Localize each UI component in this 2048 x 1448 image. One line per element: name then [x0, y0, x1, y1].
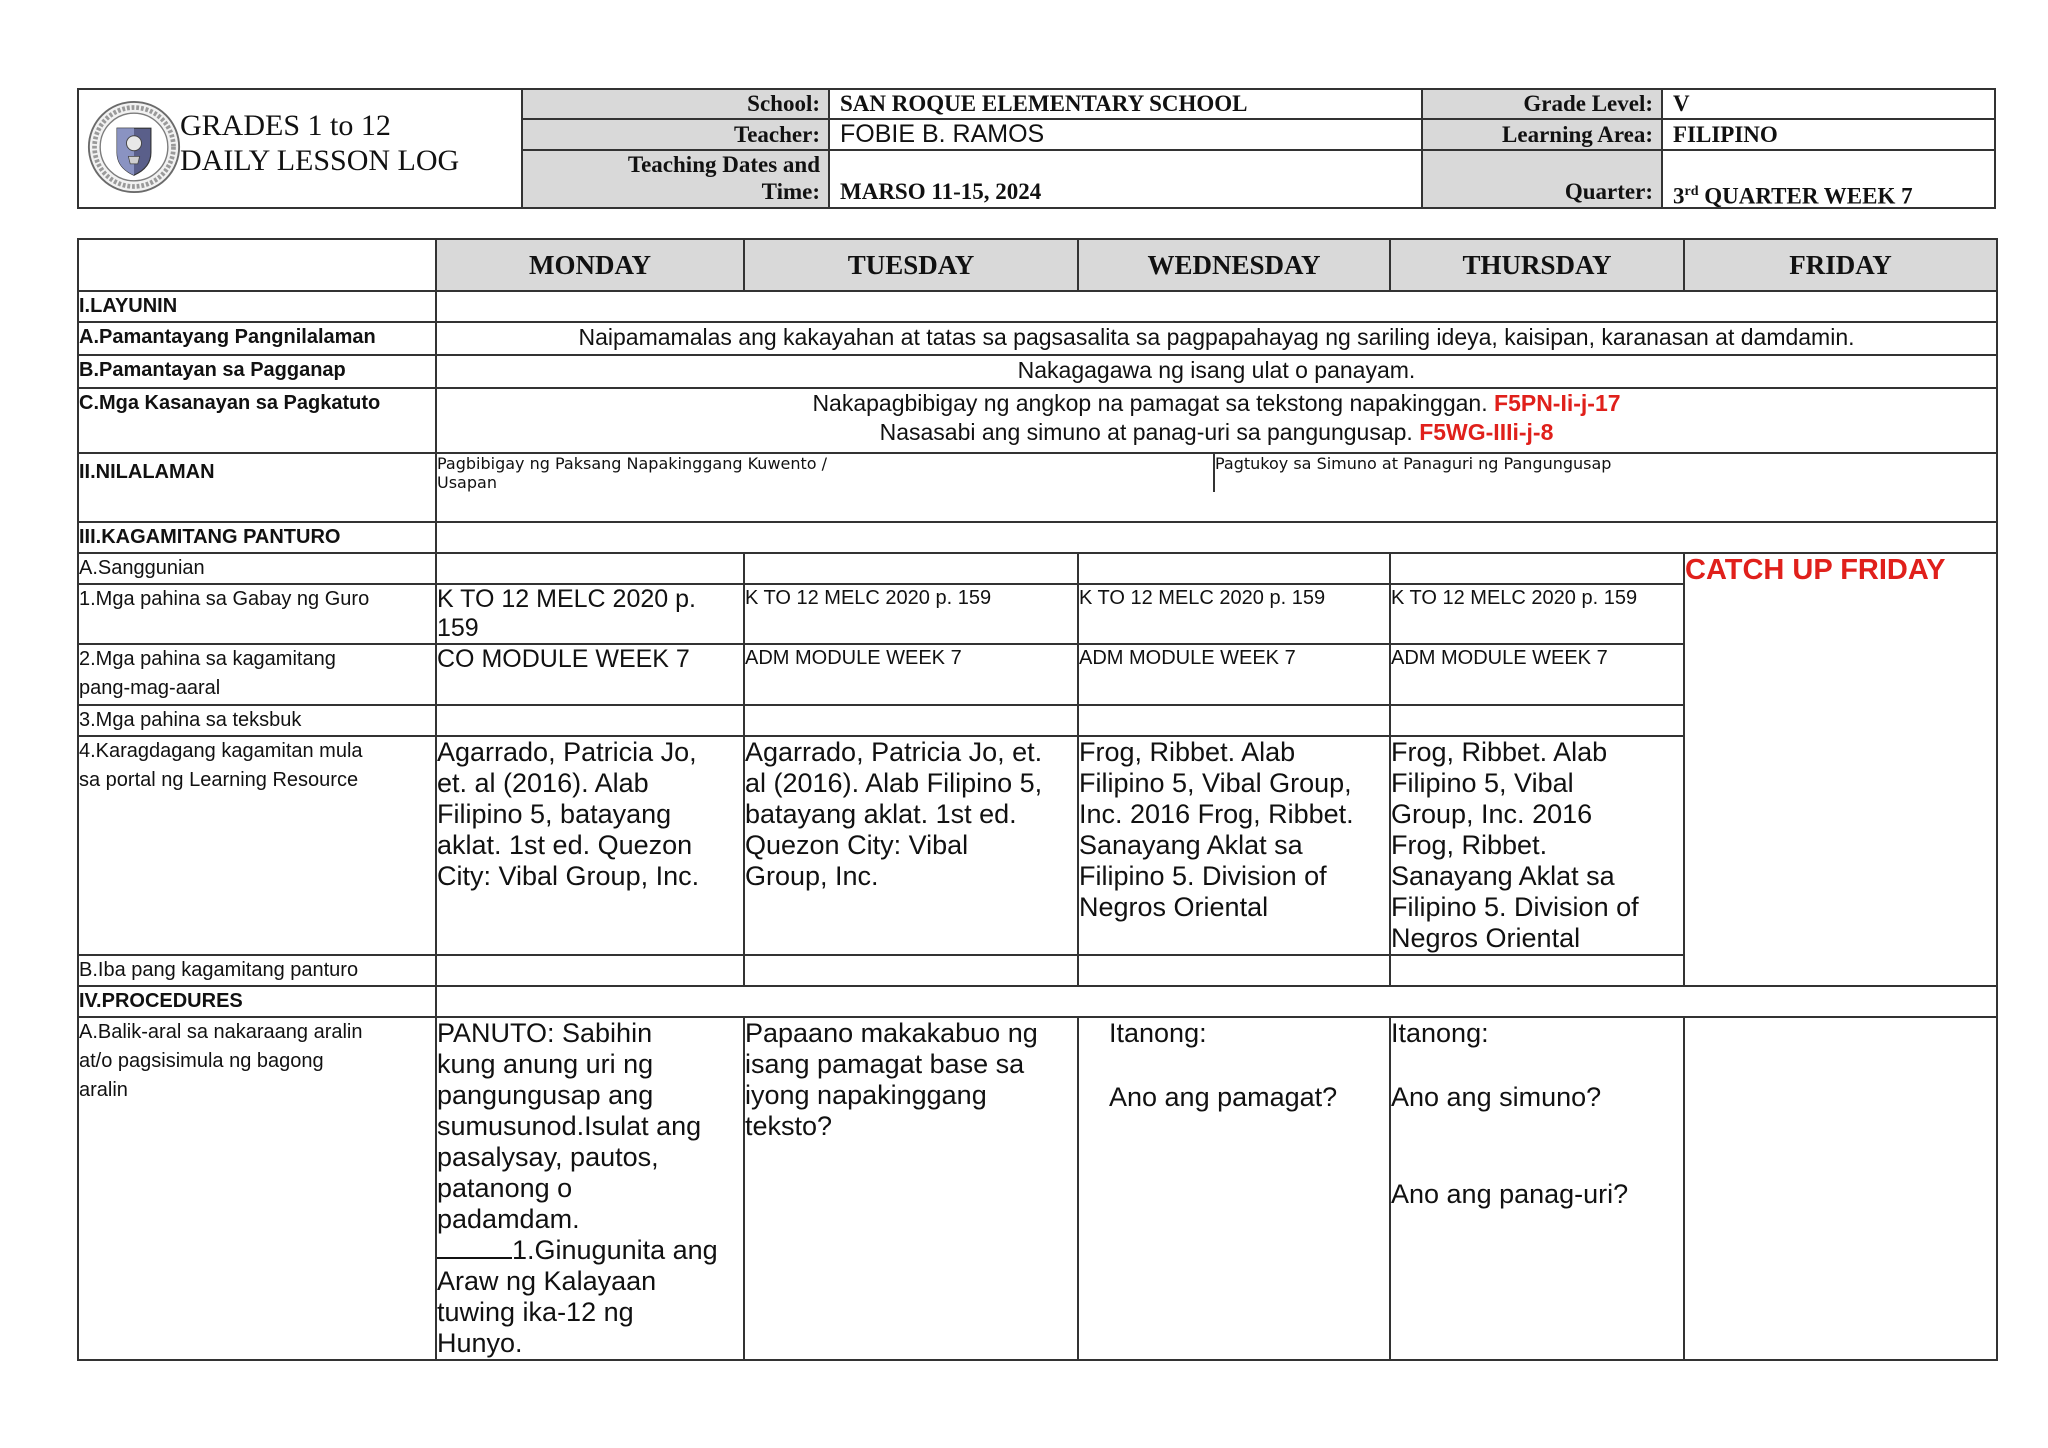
label-kagamitang-mag-aaral	[78, 644, 436, 705]
gabay-monday-line1: K TO 12 MELC 2020 p.	[437, 585, 696, 613]
learning-area-label: Learning Area:	[1423, 120, 1663, 151]
label-sanggunian: A.Sanggunian	[78, 553, 436, 584]
proc-line: Araw ng Kalayaan	[437, 1266, 657, 1296]
document-title	[180, 108, 459, 178]
iba-tuesday	[744, 955, 1078, 986]
row-kasanayan	[78, 388, 1997, 453]
nilalaman-left-line2: Usapan	[437, 473, 497, 492]
text-pamantayan-pagganap: Nakagagawa ng isang ulat o panayam.	[436, 355, 1997, 388]
sanggunian-tuesday	[744, 553, 1078, 584]
proc-line: isang pamagat base sa	[745, 1049, 1025, 1079]
balik-aral-tuesday	[744, 1017, 1078, 1360]
kasanayan-text-1: Nakapagbibigay ng angkop na pamagat sa tekstong napakinggan.	[812, 390, 1488, 416]
proc-line: PANUTO: Sabihin	[437, 1018, 653, 1048]
book-line: Frog, Ribbet. Alab	[1079, 737, 1296, 767]
header-info-grid	[523, 90, 1994, 207]
text-pamantayang-pangnilalaman: Naipamamalas ang kakayahan at tatas sa pagsasalita sa pagpapahayag ng sariling ideya, kaisipan, karanasan at damdamin.	[436, 322, 1997, 355]
sanggunian-thursday	[1390, 553, 1684, 584]
thu-question-panag-uri: Ano ang panag-uri?	[1391, 1179, 1629, 1209]
teksbuk-monday	[436, 705, 744, 736]
book-line: Agarrado, Patricia Jo, et.	[745, 737, 1043, 767]
corner-cell	[78, 239, 436, 291]
lesson-log-header	[77, 88, 1996, 209]
proc-line: kung anung uri ng	[437, 1049, 654, 1079]
proc-line: teksto?	[745, 1111, 833, 1141]
label-balik-line2: at/o pagsisimula ng bagong	[79, 1050, 324, 1072]
answer-blank	[437, 1235, 512, 1259]
kasanayan-line-1	[437, 389, 1996, 418]
nilalaman-right-topic: Pagtukoy sa Simuno at Panaguri ng Pangungusap	[1215, 454, 1612, 473]
label-gabay-guro: 1.Mga pahina sa Gabay ng Guro	[78, 584, 436, 644]
karagdagang-tuesday	[744, 736, 1078, 955]
row-layunin	[78, 291, 1997, 322]
label-nilalaman: II.NILALAMAN	[78, 453, 436, 522]
proc-line: patanong o	[437, 1173, 573, 1203]
book-line: aklat. 1st ed. Quezon	[437, 830, 693, 860]
teksbuk-tuesday	[744, 705, 1078, 736]
row-nilalaman	[78, 453, 1997, 522]
kagamitang-thursday: ADM MODULE WEEK 7	[1390, 644, 1684, 705]
quarter-number: 3	[1673, 183, 1685, 209]
cell-procedures	[436, 986, 1997, 1017]
cell-nilalaman	[436, 453, 1997, 522]
nilalaman-left-line1: Pagbibigay ng Paksang Napakinggang Kuwento /	[437, 454, 828, 473]
book-line: Negros Oriental	[1391, 923, 1581, 953]
label-karagdagang-line2: sa portal ng Learning Resource	[79, 769, 359, 791]
teaching-dates-label-line2: Time:	[761, 179, 820, 204]
proc-line: iyong napakinggang	[745, 1080, 987, 1110]
row-procedures	[78, 986, 1997, 1017]
book-line: Frog, Ribbet.	[1391, 830, 1548, 860]
teaching-dates-value: MARSO 11-15, 2024	[830, 151, 1423, 207]
learning-area-value: FILIPINO	[1663, 120, 1994, 151]
label-teksbuk: 3.Mga pahina sa teksbuk	[78, 705, 436, 736]
wed-question-pamagat: Ano ang pamagat?	[1109, 1082, 1338, 1112]
label-kagamitang-line1: 2.Mga pahina sa kagamitang	[79, 648, 336, 670]
book-line: al (2016). Alab Filipino 5,	[745, 768, 1043, 798]
gabay-monday	[436, 584, 744, 644]
gabay-tuesday: K TO 12 MELC 2020 p. 159	[744, 584, 1078, 644]
gabay-monday-line2: 159	[437, 614, 479, 642]
title-line-daily-lesson-log: DAILY LESSON LOG	[180, 144, 460, 177]
book-line: City: Vibal Group, Inc.	[437, 861, 700, 891]
teacher-label: Teacher:	[523, 120, 830, 151]
proc-line: tuwing ika-12 ng	[437, 1297, 634, 1327]
proc-item-line	[437, 1235, 743, 1266]
sanggunian-wednesday	[1078, 553, 1390, 584]
teacher-value: FOBIE B. RAMOS	[830, 120, 1423, 151]
proc-line: padamdam.	[437, 1204, 580, 1234]
proc-line: sumusunod.Isulat ang	[437, 1111, 702, 1141]
nilalaman-left-topic	[437, 454, 1215, 492]
row-balik-aral	[78, 1017, 1997, 1360]
karagdagang-wednesday	[1078, 736, 1390, 955]
proc-line: Hunyo.	[437, 1328, 523, 1358]
book-line: Filipino 5, Vibal Group,	[1079, 768, 1352, 798]
row-pamantayang-pangnilalaman	[78, 322, 1997, 355]
row-pamantayan-pagganap	[78, 355, 1997, 388]
quarter-ordinal: rd	[1684, 184, 1699, 199]
wed-itanong: Itanong:	[1109, 1018, 1207, 1048]
book-line: Filipino 5, Vibal	[1391, 768, 1574, 798]
deped-seal-icon	[87, 100, 181, 194]
day-header-tuesday: TUESDAY	[744, 239, 1078, 291]
karagdagang-monday	[436, 736, 744, 955]
quarter-value	[1663, 151, 1994, 207]
sanggunian-monday	[436, 553, 744, 584]
day-header-friday: FRIDAY	[1684, 239, 1997, 291]
catch-up-friday: CATCH UP FRIDAY	[1684, 553, 1997, 986]
cell-kagamitan	[436, 522, 1997, 553]
karagdagang-thursday	[1390, 736, 1684, 955]
kasanayan-text-2: Nasasabi ang simuno at panag-uri sa pangungusap.	[879, 419, 1413, 445]
cell-layunin	[436, 291, 1997, 322]
balik-aral-monday	[436, 1017, 744, 1360]
iba-monday	[436, 955, 744, 986]
kasanayan-code-1: F5PN-Ii-j-17	[1494, 390, 1621, 416]
book-line: Filipino 5. Division of	[1391, 892, 1639, 922]
proc-line: Papaano makakabuo ng	[745, 1018, 1038, 1048]
school-label: School:	[523, 90, 830, 120]
quarter-label: Quarter:	[1423, 151, 1663, 207]
balik-aral-wednesday	[1078, 1017, 1390, 1360]
header-logo-block	[79, 90, 523, 207]
row-kagamitan	[78, 522, 1997, 553]
daily-lesson-table	[77, 238, 1998, 1361]
book-line: Agarrado, Patricia Jo,	[437, 737, 697, 767]
thu-question-simuno: Ano ang simuno?	[1391, 1082, 1602, 1112]
label-pamantayang-pangnilalaman: A.Pamantayang Pangnilalaman	[78, 322, 436, 355]
kasanayan-line-2	[437, 418, 1996, 447]
book-line: batayang aklat. 1st ed.	[745, 799, 1017, 829]
label-karagdagang-line1: 4.Karagdagang kagamitan mula	[79, 740, 363, 762]
teaching-dates-label	[523, 151, 830, 207]
label-iba-pang-kagamitan: B.Iba pang kagamitang panturo	[78, 955, 436, 986]
label-balik-aral	[78, 1017, 436, 1360]
label-balik-line1: A.Balik-aral sa nakaraang aralin	[79, 1021, 363, 1043]
proc-item-text: 1.Ginugunita ang	[512, 1235, 718, 1265]
proc-line: pasalysay, pautos,	[437, 1142, 659, 1172]
day-header-wednesday: WEDNESDAY	[1078, 239, 1390, 291]
kagamitang-tuesday: ADM MODULE WEEK 7	[744, 644, 1078, 705]
book-line: Frog, Ribbet. Alab	[1391, 737, 1608, 767]
school-value: SAN ROQUE ELEMENTARY SCHOOL	[830, 90, 1423, 120]
teaching-dates-label-line1: Teaching Dates and	[627, 152, 820, 177]
label-kagamitang-line2: pang-mag-aaral	[79, 677, 221, 699]
book-line: Quezon City: Vibal	[745, 830, 969, 860]
gabay-thursday: K TO 12 MELC 2020 p. 159	[1390, 584, 1684, 644]
label-kagamitan: III.KAGAMITANG PANTURO	[78, 522, 436, 553]
book-line: Sanayang Aklat sa	[1079, 830, 1303, 860]
book-line: Sanayang Aklat sa	[1391, 861, 1615, 891]
book-line: Group, Inc. 2016	[1391, 799, 1593, 829]
book-line: Inc. 2016 Frog, Ribbet.	[1079, 799, 1354, 829]
label-pamantayan-pagganap: B.Pamantayan sa Pagganap	[78, 355, 436, 388]
book-line: Filipino 5, batayang	[437, 799, 672, 829]
teksbuk-wednesday	[1078, 705, 1390, 736]
title-line-grades: GRADES 1 to 12	[180, 109, 391, 142]
label-layunin: I.LAYUNIN	[78, 291, 436, 322]
day-header-thursday: THURSDAY	[1390, 239, 1684, 291]
label-karagdagang	[78, 736, 436, 955]
grade-level-value: V	[1663, 90, 1994, 120]
balik-aral-thursday	[1390, 1017, 1684, 1360]
label-kasanayan: C.Mga Kasanayan sa Pagkatuto	[78, 388, 436, 453]
thu-itanong: Itanong:	[1391, 1018, 1489, 1048]
book-line: Filipino 5. Division of	[1079, 861, 1327, 891]
kagamitang-monday: CO MODULE WEEK 7	[436, 644, 744, 705]
row-sanggunian	[78, 553, 1997, 584]
label-procedures: IV.PROCEDURES	[78, 986, 436, 1017]
book-line: Negros Oriental	[1079, 892, 1269, 922]
day-header-row	[78, 239, 1997, 291]
grade-level-label: Grade Level:	[1423, 90, 1663, 120]
gabay-wednesday: K TO 12 MELC 2020 p. 159	[1078, 584, 1390, 644]
kagamitang-wednesday: ADM MODULE WEEK 7	[1078, 644, 1390, 705]
teksbuk-thursday	[1390, 705, 1684, 736]
text-kasanayan	[436, 388, 1997, 453]
proc-line: pangungusap ang	[437, 1080, 654, 1110]
book-line: et. al (2016). Alab	[437, 768, 649, 798]
day-header-monday: MONDAY	[436, 239, 744, 291]
kasanayan-code-2: F5WG-IIIi-j-8	[1419, 419, 1554, 445]
book-line: Group, Inc.	[745, 861, 879, 891]
iba-thursday	[1390, 955, 1684, 986]
iba-wednesday	[1078, 955, 1390, 986]
quarter-text: QUARTER WEEK 7	[1704, 183, 1913, 209]
balik-aral-friday	[1684, 1017, 1997, 1360]
label-balik-line3: aralin	[79, 1079, 128, 1101]
